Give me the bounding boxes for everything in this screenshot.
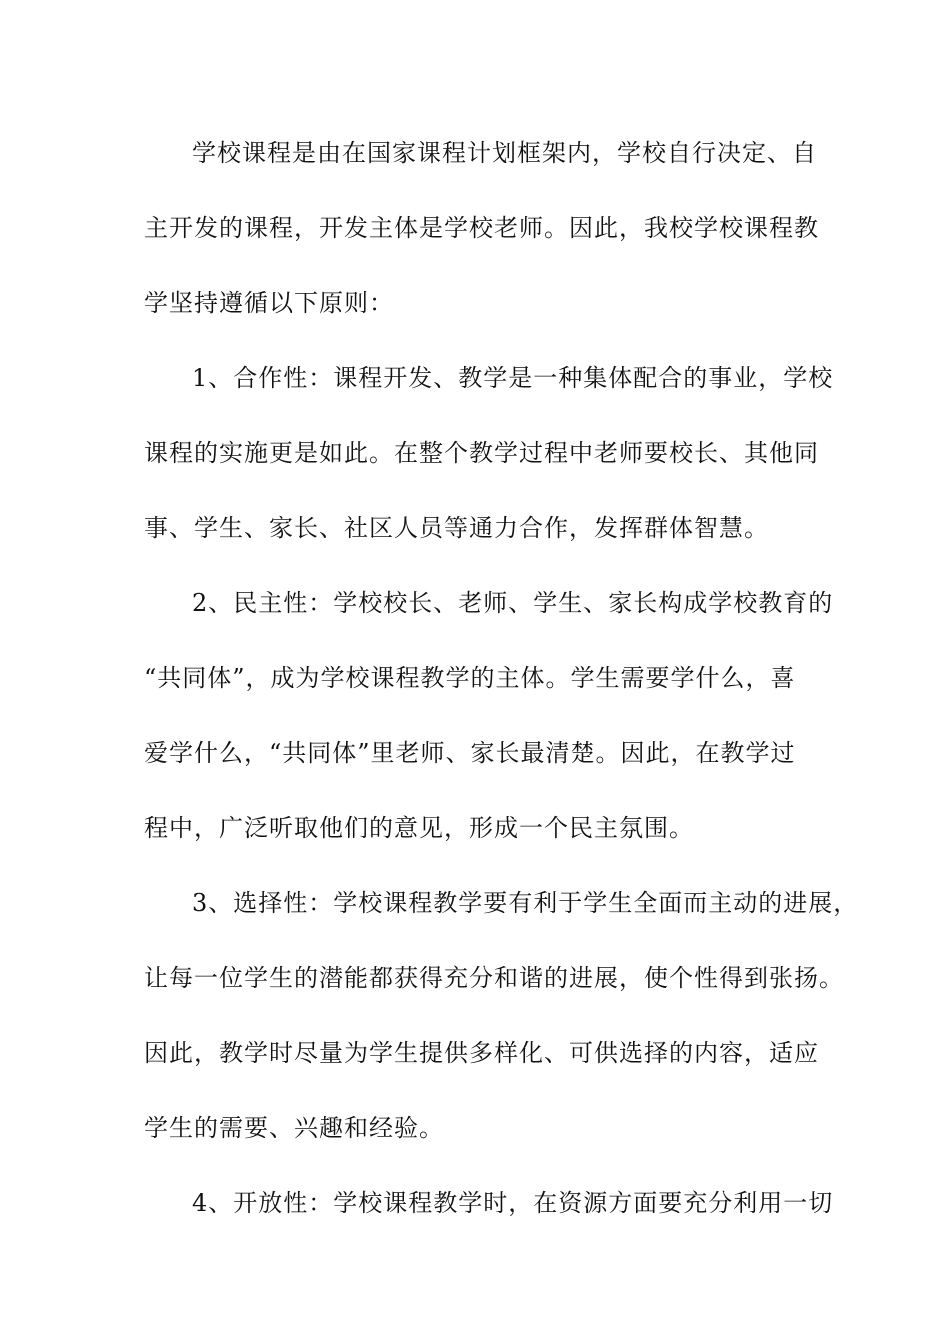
principle-2-line-2: “共同体”，成为学校课程教学的主体。学生需要学什么，喜	[144, 664, 796, 692]
principle-2-line-1: 2、民主性：学校校长、老师、学生、家长构成学校教育的	[192, 589, 834, 617]
principle-3-line-2: 让每一位学生的潜能都获得充分和谐的进展，使个性得到张扬。	[144, 964, 844, 992]
principle-3-line-1: 3、选择性：学校课程教学要有利于学生全面而主动的进展，	[192, 889, 859, 917]
principle-3-line-3: 因此，教学时尽量为学生提供多样化、可供选择的内容，适应	[144, 1039, 819, 1067]
principle-1-line-1: 1、合作性：课程开发、教学是一种集体配合的事业，学校	[192, 364, 834, 392]
paragraph-intro-line-3: 学坚持遵循以下原则：	[144, 289, 394, 317]
principle-1-line-3: 事、学生、家长、社区人员等通力合作，发挥群体智慧。	[144, 514, 769, 542]
paragraph-intro-line-2: 主开发的课程，开发主体是学校老师。因此，我校学校课程教	[144, 214, 819, 242]
document-body	[144, 128, 859, 1253]
principle-2-line-3: 爱学什么，“共同体”里老师、家长最清楚。因此，在教学过	[144, 739, 796, 767]
principle-4-line-1: 4、开放性：学校课程教学时，在资源方面要充分利用一切	[192, 1189, 834, 1217]
principle-1-line-2: 课程的实施更是如此。在整个教学过程中老师要校长、其他同	[144, 439, 819, 467]
principle-3-line-4: 学生的需要、兴趣和经验。	[144, 1114, 444, 1142]
paragraph-intro-line-1: 学校课程是由在国家课程计划框架内，学校自行决定、自	[192, 139, 817, 167]
principle-2-line-4: 程中，广泛听取他们的意见，形成一个民主氛围。	[144, 814, 694, 842]
